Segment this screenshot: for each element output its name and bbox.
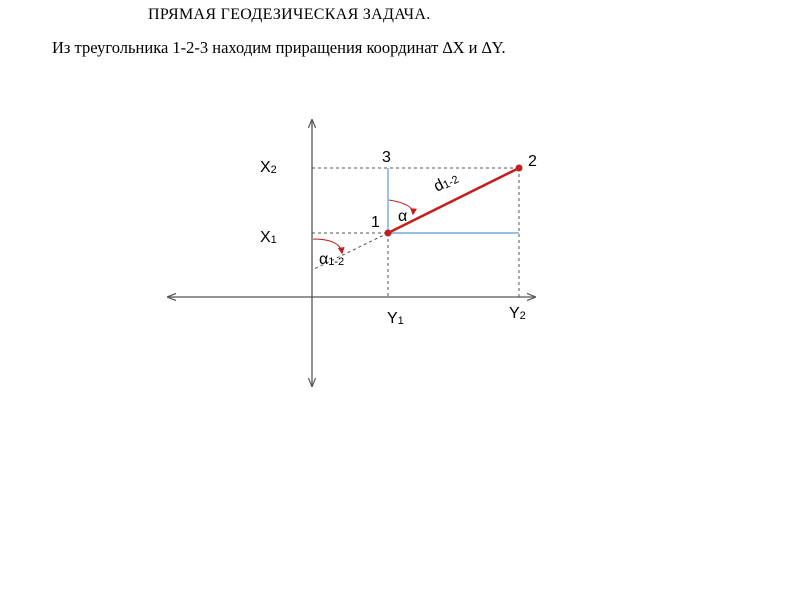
point-2-label: 2 xyxy=(528,153,537,170)
page-title: ПРЯМАЯ ГЕОДЕЗИЧЕСКАЯ ЗАДАЧА. xyxy=(148,6,431,23)
distance-label: d1-2 xyxy=(431,173,461,196)
point-3-label: 3 xyxy=(382,149,391,166)
point-1-label: 1 xyxy=(371,214,380,231)
point-2-marker xyxy=(516,165,523,172)
bearing-alpha-label: α1-2 xyxy=(319,251,345,268)
x1-label: X1 xyxy=(260,229,277,246)
y1-label: Y1 xyxy=(387,310,404,327)
point-1-marker xyxy=(385,230,392,237)
page-subtitle: Из треугольника 1-2-3 находим приращения координат ∆X и ∆Y. xyxy=(52,38,506,57)
x2-label: X2 xyxy=(260,159,277,176)
angle-alpha-label: α xyxy=(398,208,408,225)
y2-label: Y2 xyxy=(509,305,526,322)
